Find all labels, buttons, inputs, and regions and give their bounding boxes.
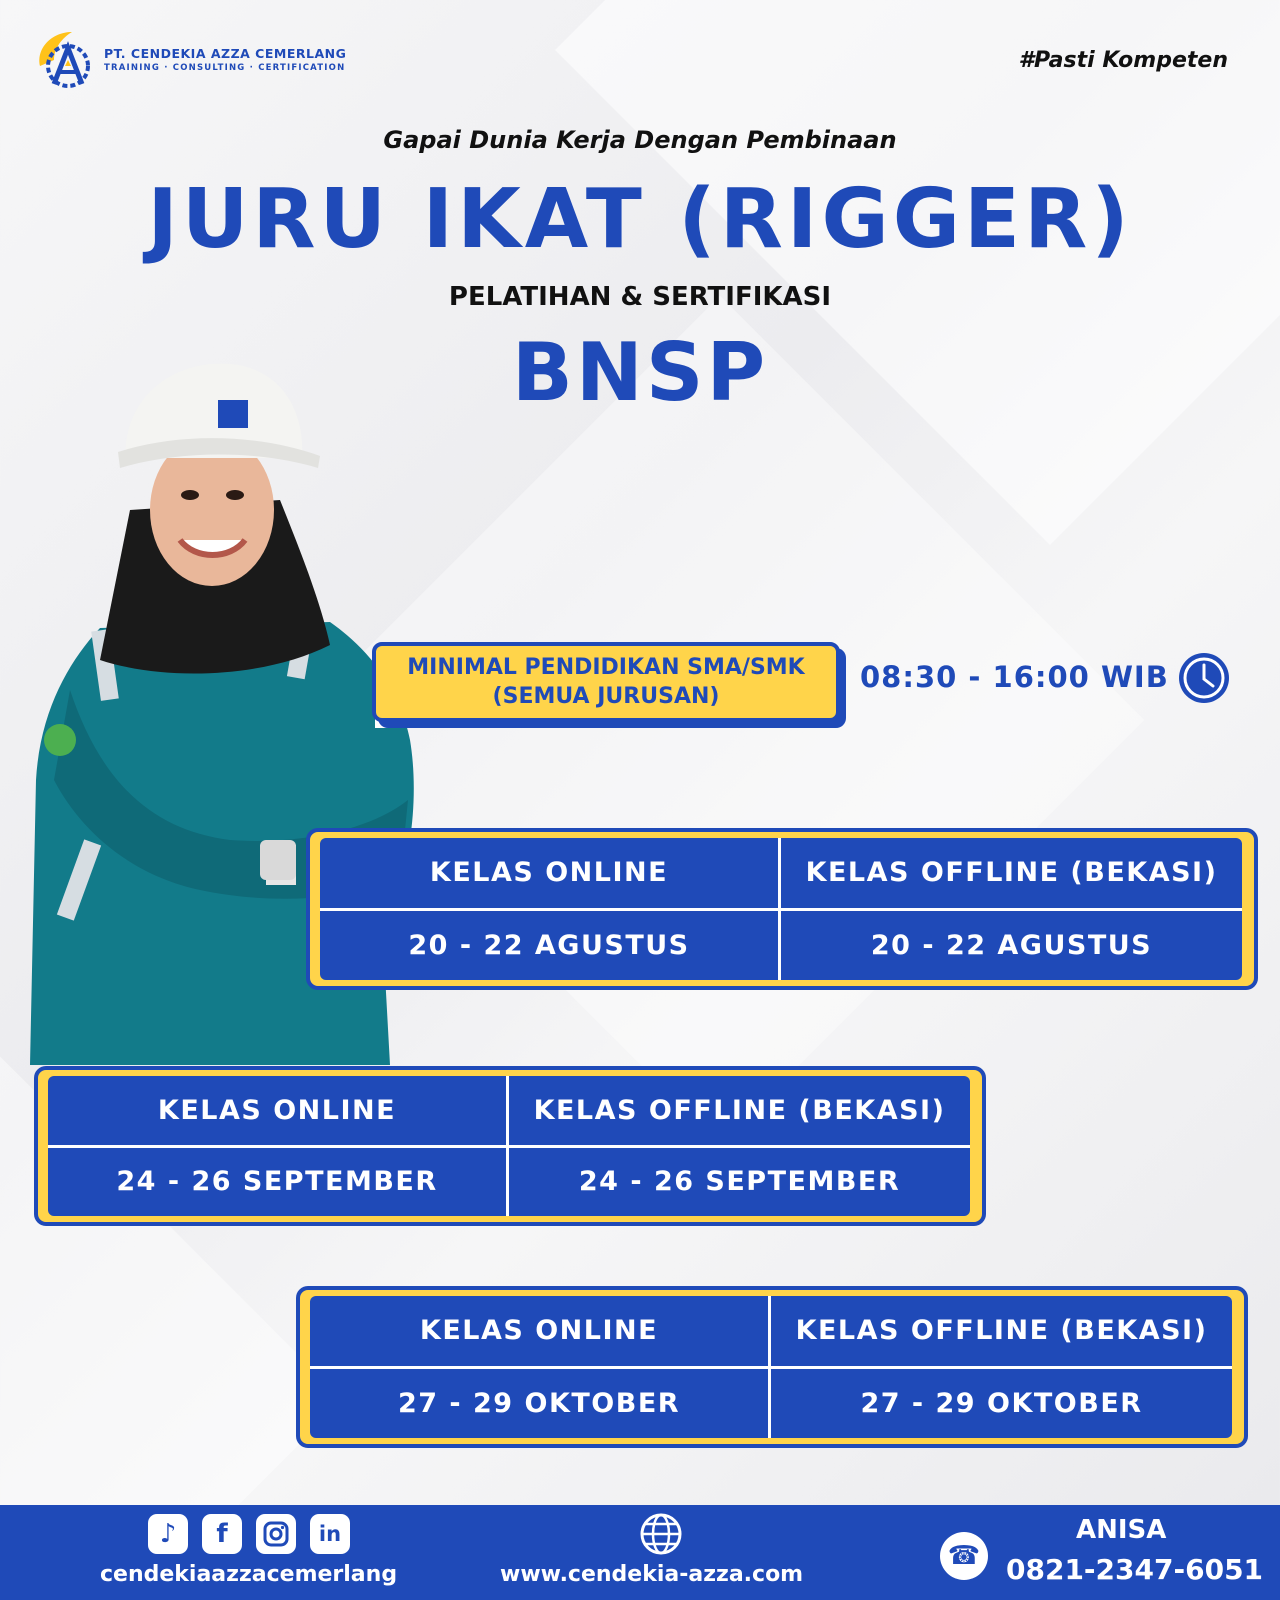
schedule-date-offline: 27 - 29 OKTOBER bbox=[860, 1387, 1143, 1419]
education-requirement bbox=[372, 642, 840, 722]
schedule-header-online: KELAS ONLINE bbox=[48, 1076, 509, 1148]
social-icons bbox=[148, 1514, 350, 1554]
schedule-table bbox=[306, 828, 1258, 990]
company-logo bbox=[32, 26, 346, 92]
social-handle[interactable]: cendekiaazzacemerlang bbox=[100, 1562, 398, 1587]
requirement-line-2: (SEMUA JURUSAN) bbox=[492, 684, 720, 709]
linkedin-icon[interactable]: in bbox=[310, 1514, 350, 1554]
schedule-date-online: 27 - 29 OKTOBER bbox=[310, 1369, 771, 1439]
clock-icon bbox=[1176, 650, 1232, 706]
hashtag: #Pasti Kompeten bbox=[1018, 48, 1228, 73]
tagline: Gapai Dunia Kerja Dengan Pembinaan bbox=[383, 126, 897, 154]
class-hours: 08:30 - 16:00 WIB bbox=[860, 660, 1169, 694]
phone-icon: ☎ bbox=[940, 1532, 988, 1580]
certifier-title: BNSP bbox=[511, 326, 769, 419]
tiktok-icon[interactable]: ♪ bbox=[148, 1514, 188, 1554]
facebook-icon[interactable]: f bbox=[202, 1514, 242, 1554]
website-link[interactable]: www.cendekia-azza.com bbox=[500, 1562, 804, 1587]
schedule-date-online: 20 - 22 AGUSTUS bbox=[320, 911, 781, 981]
schedule-date-offline: 24 - 26 SEPTEMBER bbox=[578, 1166, 901, 1198]
globe-icon bbox=[639, 1512, 683, 1556]
schedule-date-online: 24 - 26 SEPTEMBER bbox=[48, 1148, 509, 1217]
company-services: TRAINING · CONSULTING · CERTIFICATION bbox=[104, 62, 346, 73]
schedule-header-offline: KELAS OFFLINE (BEKASI) bbox=[771, 1296, 1232, 1369]
schedule-table bbox=[34, 1066, 986, 1226]
contact-phone[interactable]: 0821-2347-6051 bbox=[1006, 1553, 1264, 1586]
schedule-header-offline: KELAS OFFLINE (BEKASI) bbox=[509, 1076, 970, 1148]
schedule-header-online: KELAS ONLINE bbox=[320, 838, 781, 911]
schedule-header-online: KELAS ONLINE bbox=[310, 1296, 771, 1369]
company-name: PT. CENDEKIA AZZA CEMERLANG bbox=[104, 45, 347, 61]
contact-name: ANISA bbox=[1076, 1515, 1167, 1545]
subtitle: PELATIHAN & SERTIFIKASI bbox=[448, 282, 832, 312]
schedule-header-offline: KELAS OFFLINE (BEKASI) bbox=[781, 838, 1242, 911]
schedule-table bbox=[296, 1286, 1248, 1448]
schedule-date-offline: 20 - 22 AGUSTUS bbox=[870, 929, 1153, 961]
instagram-icon[interactable] bbox=[256, 1514, 296, 1554]
requirement-line-1: MINIMAL PENDIDIKAN SMA/SMK bbox=[407, 655, 805, 680]
company-logo-icon bbox=[32, 26, 98, 92]
page-title: JURU IKAT (RIGGER) bbox=[147, 172, 1133, 267]
